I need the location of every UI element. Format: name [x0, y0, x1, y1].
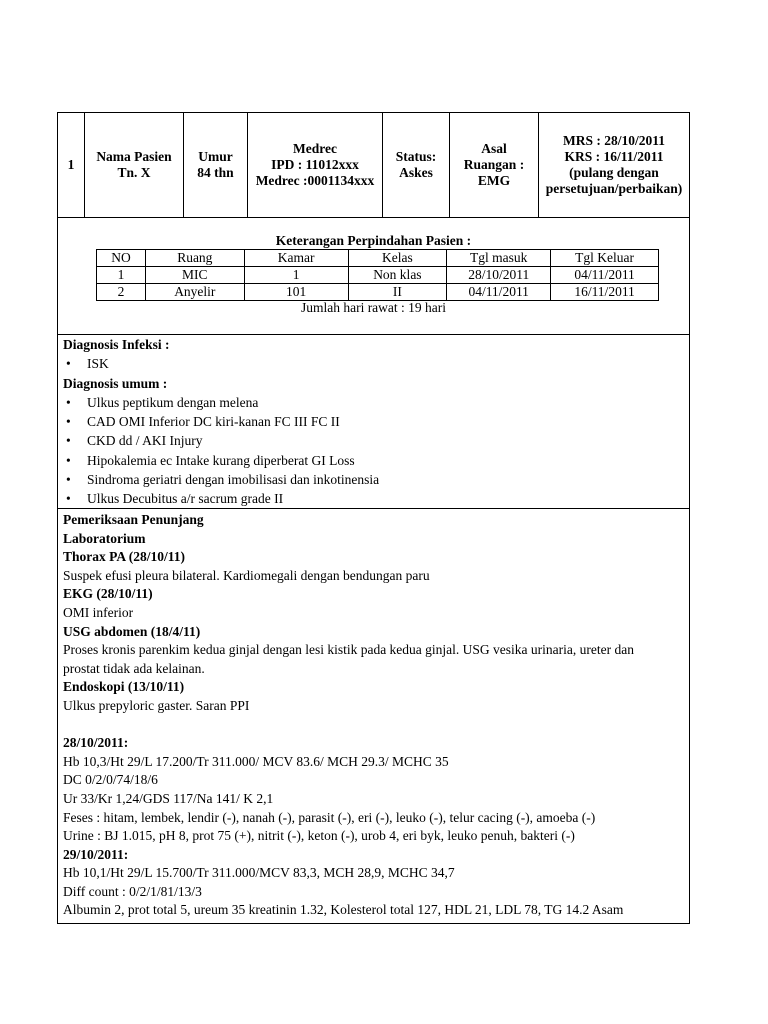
lab-line: Urine : BJ 1.015, pH 8, prot 75 (+), nitrit (-), keton (-), urob 4, eri byk, leuko penuh, bakteri (-) — [63, 828, 575, 844]
infection-diagnosis-title: Diagnosis Infeksi : — [63, 337, 170, 352]
age-value: 84 thn — [197, 165, 234, 180]
table-cell: 04/11/2011 — [551, 267, 659, 284]
lab-date-2: 29/10/2011: — [63, 846, 129, 862]
lab-line: Diff count : 0/2/1/81/13/3 — [63, 883, 202, 899]
status-value: Askes — [399, 165, 433, 180]
table-cell: 2 — [97, 284, 146, 301]
lab-line: DC 0/2/0/74/18/6 — [63, 772, 158, 788]
lab-line: Hb 10,3/Ht 29/L 17.200/Tr 311.000/ MCV 83.6/ MCH 29.3/ MCHC 35 — [63, 753, 449, 769]
column-header: Kamar — [244, 250, 348, 267]
ekg-result: OMI inferior — [63, 604, 134, 620]
table-cell: 16/11/2011 — [551, 284, 659, 301]
patient-name-label: Nama Pasien — [96, 149, 172, 164]
transfer-title: Keterangan Perpindahan Pasien : — [275, 233, 472, 248]
record-number: 1 — [67, 157, 75, 172]
lab-line: Feses : hitam, lembek, lendir (-), nanah (-), parasit (-), eri (-), leuko (-), telur cacing (-), amoeba (-) — [63, 809, 596, 825]
record-number-cell — [58, 113, 85, 217]
medrec-label: Medrec — [293, 141, 337, 156]
ipd-value: IPD : 11012xxx — [271, 157, 359, 172]
table-cell: II — [348, 284, 447, 301]
supporting-exams-title: Pemeriksaan Penunjang — [63, 512, 204, 527]
age-cell — [184, 113, 248, 217]
thorax-result: Suspek efusi pleura bilateral. Kardiomegali dengan bendungan paru — [63, 567, 430, 583]
transfer-table — [96, 249, 659, 301]
general-diagnosis-list — [63, 393, 684, 509]
diagnosis-content — [63, 335, 684, 509]
discharge-note-line2: persetujuan/perbaikan) — [545, 181, 683, 196]
lab-date-1: 28/10/2011: — [63, 735, 129, 751]
column-header: Ruang — [145, 250, 244, 267]
endoscopy-title: Endoskopi (13/10/11) — [63, 679, 185, 695]
list-item: • ISK — [63, 354, 684, 373]
table-cell: MIC — [145, 267, 244, 284]
lab-line: Ur 33/Kr 1,24/GDS 117/Na 141/ K 2,1 — [63, 790, 274, 806]
supporting-exams-section — [63, 511, 684, 920]
table-cell: 101 — [244, 284, 348, 301]
table-row — [97, 267, 659, 284]
medrec-value: Medrec :0001134xxx — [255, 173, 375, 188]
endoscopy-result: Ulkus prepyloric gaster. Saran PPI — [63, 697, 250, 713]
status-label: Status: — [395, 149, 437, 164]
patient-record-frame — [57, 112, 690, 924]
length-of-stay: Jumlah hari rawat : 19 hari — [300, 300, 447, 315]
discharge-note-line1: (pulang dengan — [569, 165, 659, 180]
transfer-table-header — [97, 250, 659, 267]
column-header: Tgl masuk — [447, 250, 551, 267]
list-item: • Ulkus Decubitus a/r sacrum grade II — [63, 489, 684, 508]
column-header: Kelas — [348, 250, 447, 267]
list-item: • Hipokalemia ec Intake kurang diperberat GI Loss — [63, 451, 684, 470]
status-cell — [383, 113, 450, 217]
table-cell: 1 — [244, 267, 348, 284]
patient-header-row — [58, 113, 689, 218]
list-item: • Ulkus peptikum dengan melena — [63, 393, 684, 412]
table-cell: 04/11/2011 — [447, 284, 551, 301]
usg-title: USG abdomen (18/4/11) — [63, 623, 201, 639]
table-row — [97, 284, 659, 301]
usg-result-line1: Proses kronis parenkim kedua ginjal dengan lesi kistik pada kedua ginjal. USG vesika urinaria, ureter dan — [63, 642, 634, 658]
general-diagnosis-title: Diagnosis umum : — [63, 375, 168, 391]
laboratory-title: Laboratorium — [63, 530, 146, 546]
medrec-cell — [248, 113, 383, 217]
room-label: Ruangan : — [463, 157, 525, 172]
patient-name-cell — [85, 113, 184, 217]
diagnosis-section — [58, 335, 689, 509]
list-item: • Sindroma geriatri dengan imobilisasi dan inkotinensia — [63, 470, 684, 489]
table-cell: Non klas — [348, 267, 447, 284]
patient-name-value: Tn. X — [117, 165, 151, 180]
discharge-date: KRS : 16/11/2011 — [564, 149, 664, 164]
origin-label: Asal — [481, 141, 507, 156]
origin-room-cell — [450, 113, 539, 217]
column-header: NO — [97, 250, 146, 267]
list-item: • CAD OMI Inferior DC kiri-kanan FC III FC II — [63, 412, 684, 431]
ekg-title: EKG (28/10/11) — [63, 586, 153, 602]
age-label: Umur — [198, 149, 233, 164]
thorax-title: Thorax PA (28/10/11) — [63, 549, 186, 565]
table-cell: 28/10/2011 — [447, 267, 551, 284]
table-cell: 1 — [97, 267, 146, 284]
column-header: Tgl Keluar — [551, 250, 659, 267]
admission-date: MRS : 28/10/2011 — [562, 133, 665, 148]
lab-line: Hb 10,1/Ht 29/L 15.700/Tr 311.000/MCV 83,3, MCH 28,9, MCHC 34,7 — [63, 865, 455, 881]
table-cell: Anyelir — [145, 284, 244, 301]
usg-result-line2: prostat tidak ada kelainan. — [63, 660, 205, 676]
list-item: • CKD dd / AKI Injury — [63, 431, 684, 450]
infection-diagnosis-list — [63, 354, 684, 373]
lab-line: Albumin 2, prot total 5, ureum 35 kreatinin 1.32, Kolesterol total 127, HDL 21, LDL 78, TG 14.2 Asam — [63, 902, 624, 918]
room-value: EMG — [477, 173, 511, 188]
admission-discharge-cell — [539, 113, 689, 217]
spacer — [63, 716, 684, 735]
